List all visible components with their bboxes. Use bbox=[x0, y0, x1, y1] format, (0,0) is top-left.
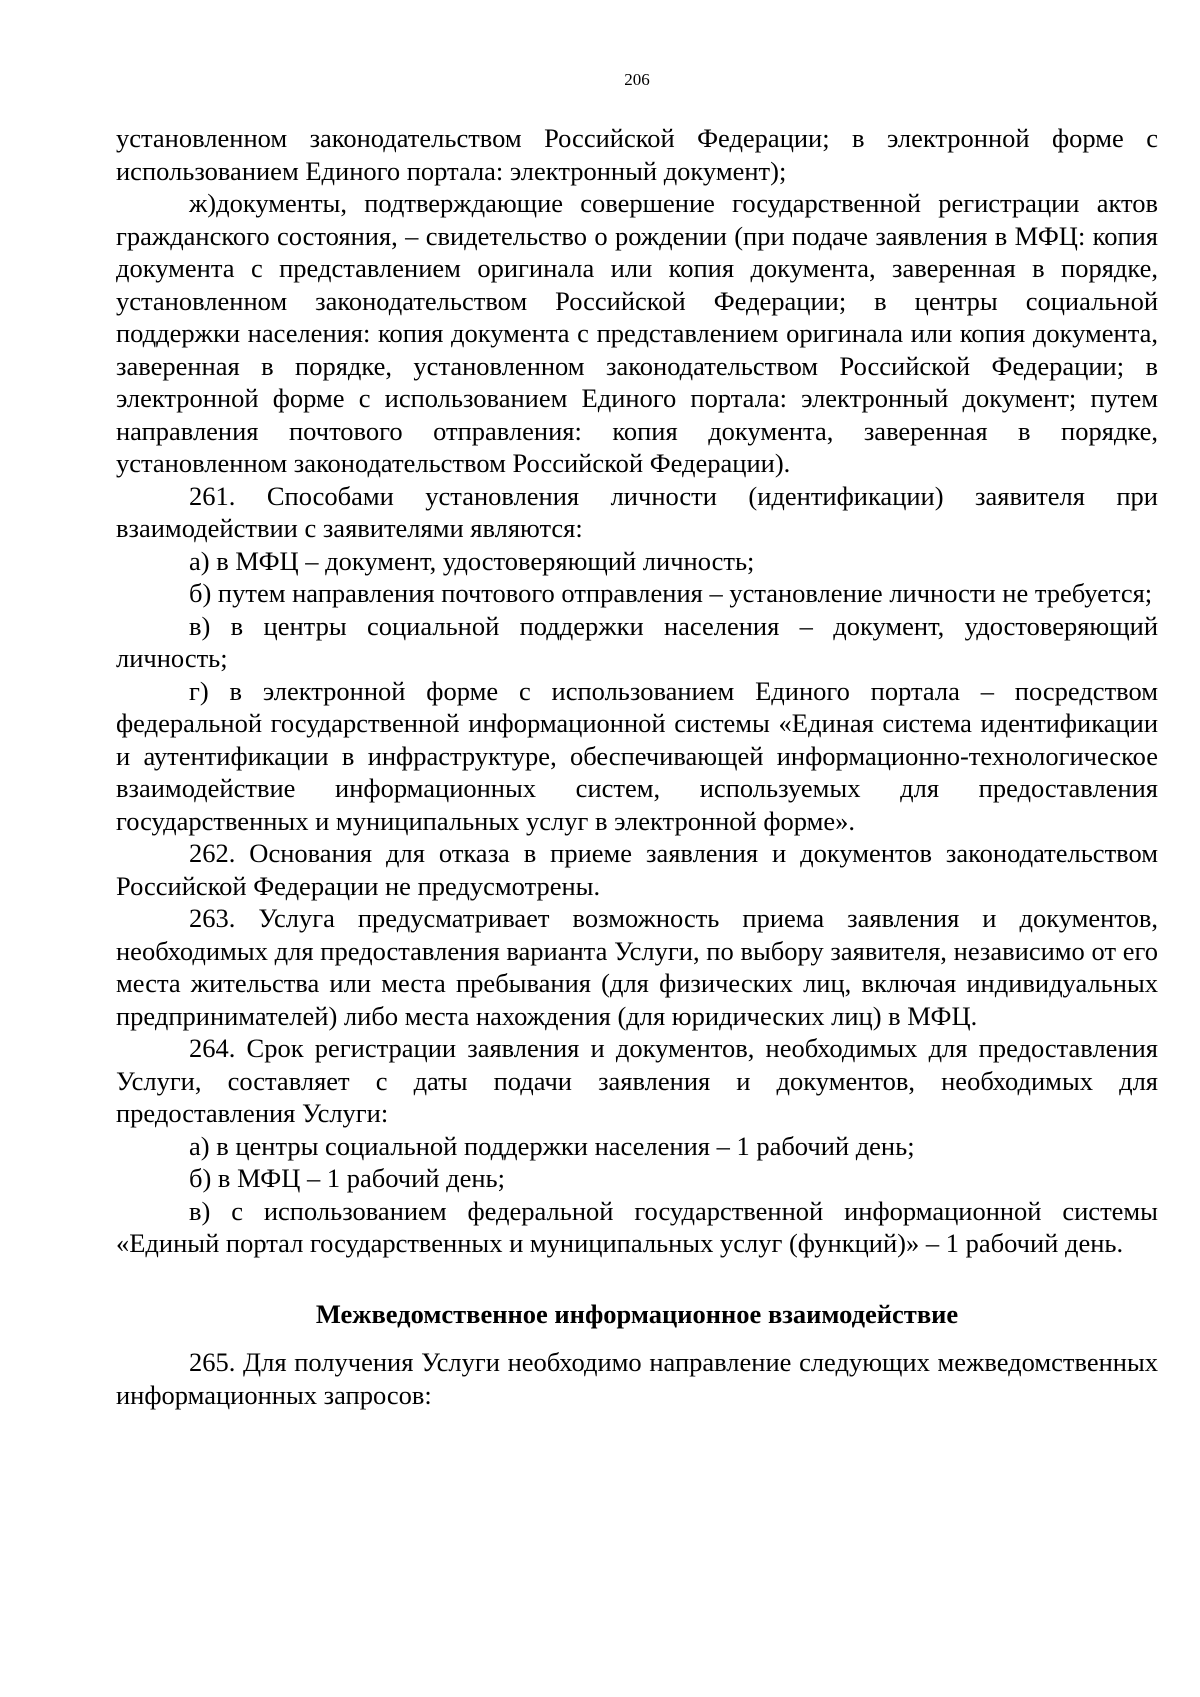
document-page bbox=[116, 0, 1158, 1697]
paragraph-264: 264. Срок регистрации заявления и документов, необходимых для предоставления Услуги, составляет с даты подачи заявления и документов, необходимых для предоставления Услуги: bbox=[116, 1033, 1158, 1128]
paragraph-261-b: б) путем направления почтового отправления – установление личности не требуется; bbox=[189, 578, 1153, 608]
paragraph-item-zh: ж)документы, подтверждающие совершение государственной регистрации актов гражданского состояния, – свидетельство о рождении (при подаче заявления в МФЦ: копия документа с представлением оригинала или копия документа, заверенная в порядке, установленном законодательством Российской Федерации; в центры социальной поддержки населения: копия документа с представлением оригинала или копия документа, заверенная в порядке, установленном законодательством Российской Федерации; в электронной форме с использованием Единого портала: электронный документ; путем направления почтового отправления: копия документа, заверенная в порядке, установленном законодательством Российской Федерации). bbox=[116, 188, 1158, 478]
page-number: 206 bbox=[624, 70, 650, 89]
paragraph-265: 265. Для получения Услуги необходимо направление следующих межведомственных информационных запросов: bbox=[116, 1347, 1158, 1410]
paragraph-264-a: а) в центры социальной поддержки населения – 1 рабочий день; bbox=[189, 1130, 915, 1161]
paragraph-continuation: установленном законодательством Российской Федерации; в электронной форме с использованием Единого портала: электронный документ); bbox=[116, 123, 1158, 186]
paragraph-263: 263. Услуга предусматривает возможность приема заявления и документов, необходимых для предоставления варианта Услуги, по выбору заявителя, независимо от его места жительства или места пребывания (для физических лиц, включая индивидуальных предпринимателей) либо места нахождения (для юридических лиц) в МФЦ. bbox=[116, 903, 1158, 1031]
paragraph-261-v: в) в центры социальной поддержки населения – документ, удостоверяющий личность; bbox=[116, 610, 1158, 673]
section-heading: Межведомственное информационное взаимодействие bbox=[315, 1298, 959, 1329]
paragraph-264-v: в) с использованием федеральной государственной информационной системы «Единый портал государственных и муниципальных услуг (функций)» – 1 рабочий день. bbox=[116, 1195, 1158, 1258]
paragraph-261: 261. Способами установления личности (идентификации) заявителя при взаимодействии с заявителями являются: bbox=[116, 480, 1158, 543]
document-body bbox=[116, 122, 1158, 1411]
paragraph-264-b: б) в МФЦ – 1 рабочий день; bbox=[189, 1163, 505, 1193]
paragraph-262: 262. Основания для отказа в приеме заявления и документов законодательством Российской Федерации не предусмотрены. bbox=[116, 838, 1158, 901]
paragraph-261-g: г) в электронной форме с использованием Единого портала – посредством федеральной государственной информационной системы «Единая система идентификации и аутентификации в инфраструктуре, обеспечивающей информационно-технологическое взаимодействие информационных систем, используемых для предоставления государственных и муниципальных услуг в электронной форме». bbox=[116, 675, 1158, 836]
paragraph-261-a: а) в МФЦ – документ, удостоверяющий личность; bbox=[189, 545, 755, 576]
